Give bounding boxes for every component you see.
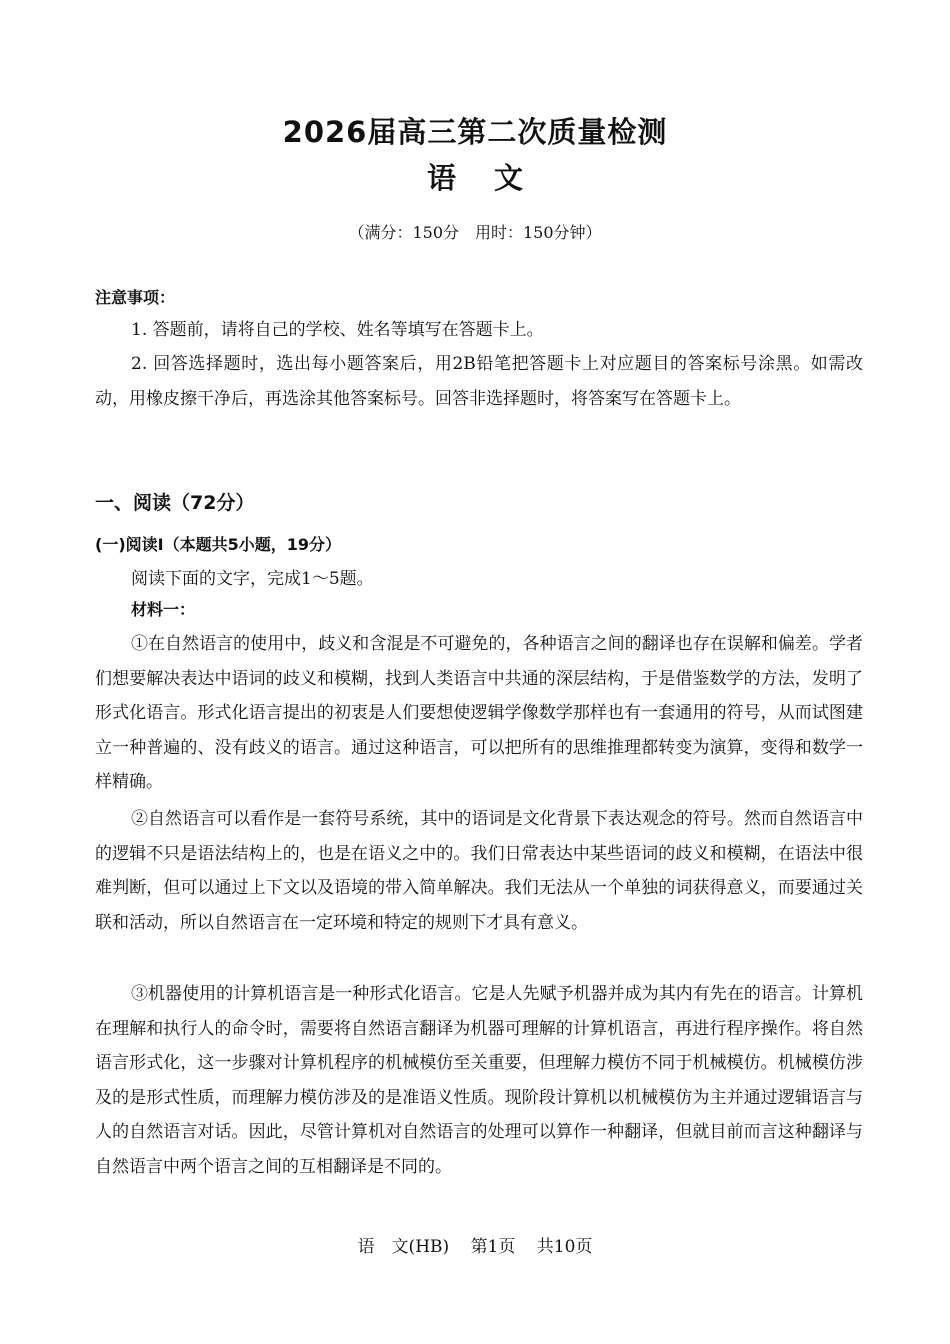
footer-total-pages: 共10页 [536,1237,593,1257]
footer-subject: 语 文(HB) [357,1237,450,1257]
footer-page-number: 第1页 [470,1237,516,1257]
section-title: 一、阅读（72分） [95,492,255,514]
notice-item-2: 2. 回答选择题时，选出每小题答案后，用2B铅笔把答题卡上对应题目的答案标号涂黑。如需改动，用橡皮擦干净后，再选涂其他答案标号。回答非选择题时，将答案写在答题卡上。 [95,354,863,409]
material-paragraph-1: ①在自然语言的使用中，歧义和含混是不可避免的，各种语言之间的翻译也存在误解和偏差。学者们想要解决表达中语词的歧义和模糊，找到人类语言中共通的深层结构，于是借鉴数学的方法，发明了形式化语言。形式化语言提出的初衷是人们要想使逻辑学像数学那样也有一套通用的符号，从而试图建立一种普遍的、没有歧义的语言。通过这种语言，可以把所有的思维推理都转变为演算，变得和数学一样精确。 [95,634,863,792]
notice-item-1: 1. 答题前，请将自己的学校、姓名等填写在答题卡上。 [131,320,544,340]
reading-instruction: 阅读下面的文字，完成1～5题。 [131,569,374,589]
notice-title: 注意事项： [95,288,176,307]
material-paragraph-2: ②自然语言可以看作是一套符号系统，其中的语词是文化背景下表达观念的符号。然而自然语言中的逻辑不只是语法结构上的，也是在语义之中的。我们日常表达中某些语词的歧义和模糊，在语法中很难判断，但可以通过上下文以及语境的带入简单解决。我们无法从一个单独的词获得意义，而要通过关联和活动，所以自然语言在一定环境和特定的规则下才具有意义。 [95,809,863,933]
page-footer [0,1232,950,1257]
part-title: (一)阅读Ⅰ（本题共5小题，19分） [95,535,341,554]
subject-title: 语文 [426,161,561,195]
exam-title: 2026届高三第二次质量检测 [282,115,668,149]
material-paragraph-3: ③机器使用的计算机语言是一种形式化语言。它是人先赋予机器并成为其内有先在的语言。计算机在理解和执行人的命令时，需要将自然语言翻译为机器可理解的计算机语言，再进行程序操作。将自然语言形式化，这一步骤对计算机程序的机械模仿至关重要，但理解力模仿不同于机械模仿。机械模仿涉及的是形式性质，而理解力模仿涉及的是准语义性质。现阶段计算机以机械模仿为主并通过逻辑语言与人的自然语言对话。因此，尽管计算机对自然语言的处理可以算作一种翻译，但就目前而言这种翻译与自然语言中两个语言之间的互相翻译是不同的。 [95,984,863,1177]
score-info: （满分：150分 用时：150分钟） [348,223,602,242]
material-label: 材料一： [131,600,196,619]
